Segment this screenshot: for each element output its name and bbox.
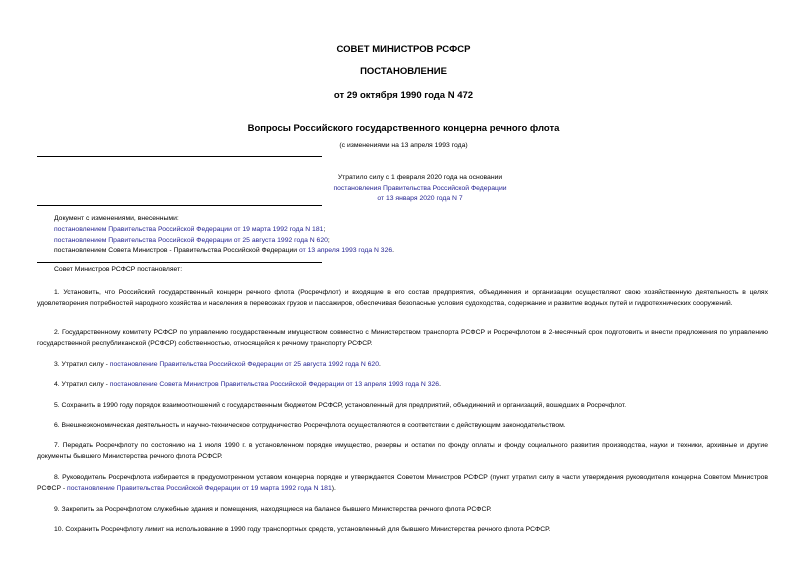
amendment-note: (с изменениями на 13 апреля 1993 года): [339, 142, 468, 149]
paragraph-4: 4. Утратил силу - постановление Совета Министров Правительства Российской Федерации от 13 апреля 1993 года N 326.: [54, 381, 441, 388]
change-link-3[interactable]: от 13 апреля 1993 года N 326: [298, 247, 393, 255]
paragraph-8-link[interactable]: постановление Правительства Российской Федерации от 19 марта 1992 года N 181: [67, 484, 332, 492]
paragraph-3: 3. Утратил силу - постановление Правительства Российской Федерации от 25 августа 1992 года N 620.: [54, 361, 381, 368]
paragraph-7: 7. Передать Росречфлоту по состоянию на 1 июля 1990 г. в установленном порядке имущество, резервы и остатки по фонду оплаты и фонду социального развития производства, науки и техники, архивные и другие документы бывшего Министерства речного флота РСФСР.: [37, 442, 768, 460]
preamble: Совет Министров РСФСР постановляет:: [54, 266, 183, 273]
issuing-authority: СОВЕТ МИНИСТРОВ РСФСР: [336, 44, 471, 55]
paragraph-5: 5. Сохранить в 1990 году порядок взаимоотношений с государственным бюджетом РСФСР, установленный для предприятий, объединений и организаций, вошедших в Росречфлот.: [54, 402, 627, 409]
divider: [37, 262, 322, 263]
document-date-number: от 29 октября 1990 года N 472: [333, 90, 474, 101]
change-link-1[interactable]: постановлением Правительства Российской Федерации от 19 марта 1992 года N 181: [54, 225, 324, 233]
divider: [37, 156, 322, 157]
paragraph-6: 6. Внешнеэкономическая деятельность и научно-техническое сотрудничество Росречфлота осуществляются в соответствии с действующим законодательством.: [54, 422, 566, 429]
paragraph-8: 8. Руководитель Росречфлота избирается в предусмотренном уставом концерна порядке и утверждается Советом Министров РСФСР (пункт утратил силу в части утверждения руководителя концерна Советом Министров РСФСР - постановление Правительства Российской Федерации от 19 марта 1992 года N 181).: [37, 474, 768, 492]
paragraph-1: 1. Установить, что Российский государственный концерн речного флота (Росречфлот) и входящие в его состав предприятия, объединения и организации осуществляют свою хозяйственную деятельность в целях удовлетворения потребностей народного хозяйства и населения в перевозках грузов и пассажиров, обеспечивая безопасные условия судоходства, содержание и развитие водных путей и гидротехнических сооружений.: [37, 289, 768, 307]
paragraph-10: 10. Сохранить Росречфлоту лимит на использование в 1990 году транспортных средств, установленный для бывшего Министерства речного флота РСФСР.: [54, 526, 551, 533]
lost-force-text: Утратило силу с 1 февраля 2020 года на основании: [337, 174, 503, 181]
paragraph-9: 9. Закрепить за Росречфлотом служебные здания и помещения, находящиеся на балансе бывшего Министерства речного флота РСФСР.: [54, 506, 492, 513]
changes-intro: Документ с изменениями, внесенными:: [54, 215, 179, 222]
paragraph-4-link[interactable]: постановление Совета Министров Правительства Российской Федерации от 13 апреля 1993 года N 326: [109, 381, 440, 388]
paragraph-3-link[interactable]: постановление Правительства Российской Федерации от 25 августа 1992 года N 620: [109, 361, 379, 368]
divider: [37, 205, 322, 206]
change-item: постановлением Правительства Российской Федерации от 19 марта 1992 года N 181;: [54, 225, 326, 233]
paragraph-2: 2. Государственному комитету РСФСР по управлению государственным имуществом совместно с Министерством транспорта РСФСР и Росречфлотом в 2-месячный срок подготовить и внести предложения по управлению государственной республиканской (РСФСР) собственностью, относящейся к речному транспорту РСФСР.: [37, 329, 768, 347]
change-item: постановлением Правительства Российской Федерации от 25 августа 1992 года N 620;: [54, 236, 330, 244]
changes-block: [54, 214, 754, 257]
lost-force-link[interactable]: постановления Правительства Российской Федерации: [333, 184, 507, 192]
change-item: постановлением Совета Министров - Правительства Российской Федерации от 13 апреля 1993 года N 326.: [54, 247, 395, 255]
lost-force-link-date[interactable]: от 13 января 2020 года N 7: [377, 195, 463, 202]
lost-force-block: [250, 173, 590, 205]
document-title: Вопросы Российского государственного концерна речного флота: [247, 123, 560, 134]
change-link-2[interactable]: постановлением Правительства Российской Федерации от 25 августа 1992 года N 620: [54, 236, 328, 244]
document-type: ПОСТАНОВЛЕНИЕ: [360, 66, 447, 77]
